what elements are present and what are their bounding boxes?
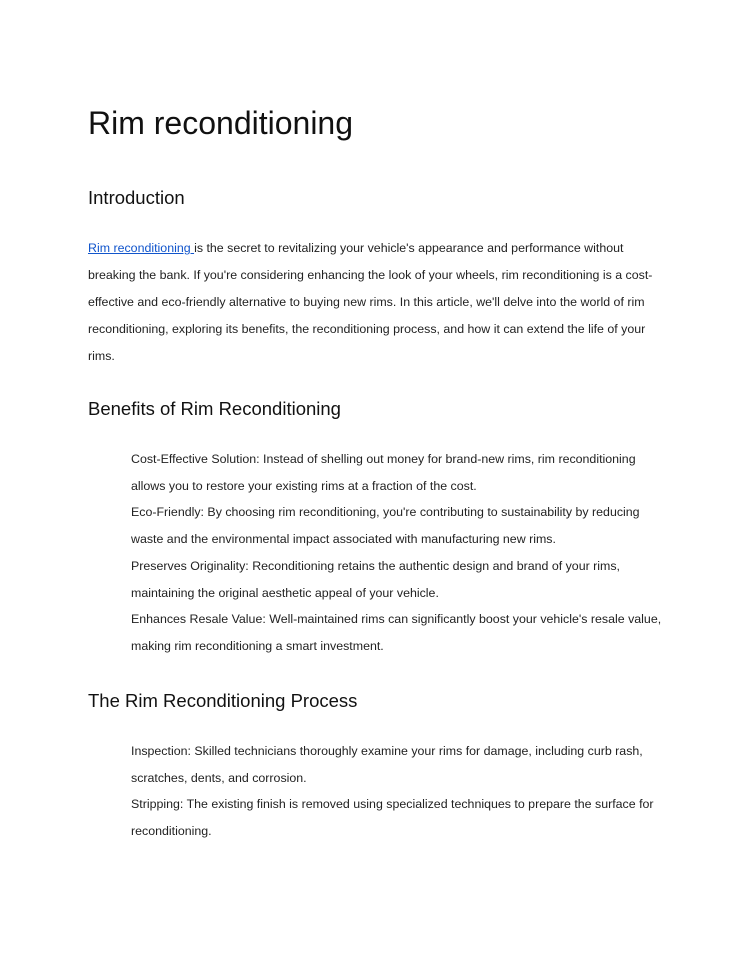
introduction-paragraph (88, 235, 668, 370)
benefit-item-eco-friendly: Eco-Friendly: By choosing rim reconditioning, you're contributing to sustainability by reducing waste and the environmental impact associated with manufacturing new rims. (131, 505, 640, 547)
process-list (131, 738, 671, 845)
benefit-item-preserves-originality: Preserves Originality: Reconditioning retains the authentic design and brand of your rims, maintaining the original aesthetic appeal of your vehicle. (131, 558, 621, 600)
benefits-list (131, 446, 671, 660)
process-item-inspection: Inspection: Skilled technicians thoroughly examine your rims for damage, including curb rash, scratches, dents, and corrosion. (131, 744, 643, 785)
document-title: Rim reconditioning (88, 105, 354, 141)
benefit-item-cost-effective: Cost-Effective Solution: Instead of shelling out money for brand-new rims, rim reconditioning allows you to restore your existing rims at a fraction of the cost. (131, 452, 636, 493)
process-heading: The Rim Reconditioning Process (88, 690, 358, 711)
introduction-body-text: is the secret to revitalizing your vehicle's appearance and performance without breaking the bank. If you're considering enhancing the look of your wheels, rim reconditioning is a cost-effective and eco-friendly alternative to buying new rims. In this article, we'll delve into the world of rim reconditioning, exploring its benefits, the reconditioning process, and how it can extend the life of your rims. (88, 241, 653, 363)
introduction-heading: Introduction (88, 187, 185, 208)
rim-reconditioning-link[interactable]: Rim reconditioning (88, 241, 195, 255)
benefits-heading: Benefits of Rim Reconditioning (88, 398, 341, 419)
benefit-item-resale-value: Enhances Resale Value: Well-maintained rims can significantly boost your vehicle's resale value, making rim reconditioning a smart investment. (131, 612, 662, 653)
process-item-stripping: Stripping: The existing finish is removed using specialized techniques to prepare the surface for reconditioning. (131, 797, 654, 839)
